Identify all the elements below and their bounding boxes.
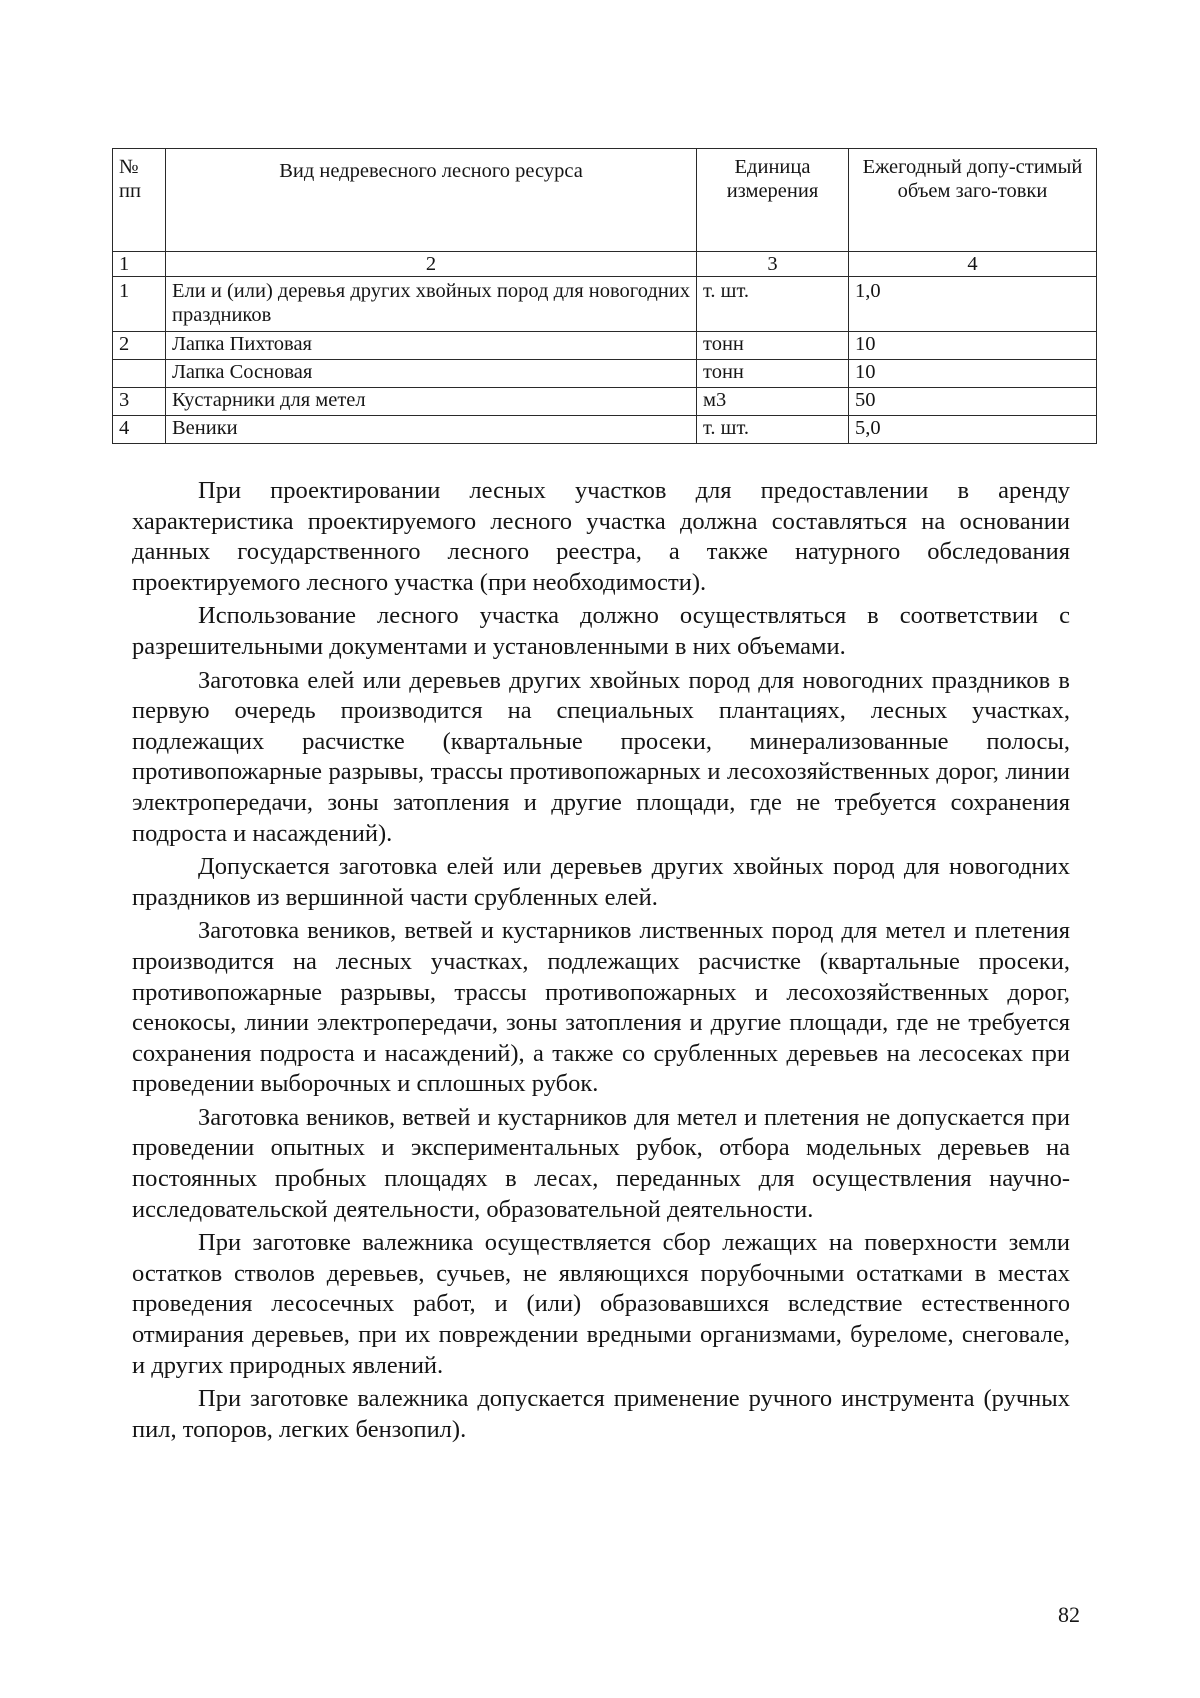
row-name: Веники	[166, 416, 697, 444]
row-unit: т. шт.	[697, 277, 849, 332]
row-unit: тонн	[697, 360, 849, 388]
resources-table	[112, 148, 1097, 444]
row-unit: м3	[697, 388, 849, 416]
paragraph: Заготовка веников, ветвей и кустарников для метел и плетения не допускается при проведении опытных и экспериментальных рубок, отбора модельных деревьев на постоянных пробных площадях в лесах, переданных для осуществления научно-исследовательской деятельности, образовательной деятельности.	[132, 1103, 1070, 1223]
row-volume: 50	[849, 388, 1097, 416]
header-num: № пп	[113, 149, 166, 252]
paragraph: При проектировании лесных участков для предоставлении в аренду характеристика проектируемого лесного участка должна составляться на основании данных государственного лесного реестра, а также натурного обследования проектируемого лесного участка (при необходимости).	[132, 477, 1070, 596]
row-name: Ели и (или) деревья других хвойных пород для новогодних праздников	[166, 277, 697, 332]
table-row	[113, 332, 1097, 360]
page-number: 82	[1058, 1602, 1080, 1627]
row-num: 1	[113, 277, 166, 332]
body-text	[132, 476, 1070, 1448]
header-name: Вид недревесного лесного ресурса	[166, 149, 697, 252]
header-unit: Единица измерения	[697, 149, 849, 252]
row-volume: 5,0	[849, 416, 1097, 444]
row-name: Кустарники для метел	[166, 388, 697, 416]
row-volume: 1,0	[849, 277, 1097, 332]
paragraph: При заготовке валежника осуществляется сбор лежащих на поверхности земли остатков стволов деревьев, сучьев, не являющихся порубочными остатками в местах проведения лесосечных работ, и (или) образовавшихся вследствие естественного отмирания деревьев, при их повреждении вредными организмами, буреломе, снеговале, и других природных явлений.	[132, 1229, 1070, 1379]
index-cell: 2	[166, 252, 697, 277]
row-num: 3	[113, 388, 166, 416]
table-row	[113, 416, 1097, 444]
paragraph: При заготовке валежника допускается применение ручного инструмента (ручных пил, топоров, легких бензопил).	[132, 1385, 1070, 1443]
row-num: 2	[113, 332, 166, 360]
row-unit: тонн	[697, 332, 849, 360]
row-name: Лапка Пихтовая	[166, 332, 697, 360]
paragraph: Заготовка елей или деревьев других хвойных пород для новогодних праздников в первую очередь производится на специальных плантациях, лесных участках, подлежащих расчистке (квартальные просеки, минерализованные полосы, противопожарные разрывы, трассы противопожарных и лесохозяйственных дорог, линии электропередачи, зоны затопления и другие площади, где не требуется сохранения подроста и насаждений).	[132, 666, 1070, 847]
table-row	[113, 360, 1097, 388]
paragraph: Допускается заготовка елей или деревьев других хвойных пород для новогодних праздников из вершинной части срубленных елей.	[132, 853, 1070, 911]
index-cell: 1	[113, 252, 166, 277]
row-volume: 10	[849, 360, 1097, 388]
row-volume: 10	[849, 332, 1097, 360]
table-row	[113, 277, 1097, 332]
row-num	[113, 360, 166, 388]
index-cell: 4	[849, 252, 1097, 277]
row-unit: т. шт.	[697, 416, 849, 444]
row-num: 4	[113, 416, 166, 444]
table-row	[113, 388, 1097, 416]
row-name: Лапка Сосновая	[166, 360, 697, 388]
index-cell: 3	[697, 252, 849, 277]
header-volume: Ежегодный допу-стимый объем заго-товки	[849, 149, 1097, 252]
table-header-row	[113, 149, 1097, 252]
paragraph: Использование лесного участка должно осуществляться в соответствии с разрешительными документами и установленными в них объемами.	[132, 602, 1070, 660]
paragraph: Заготовка веников, ветвей и кустарников лиственных пород для метел и плетения производится на лесных участках, подлежащих расчистке (квартальные просеки, противопожарные разрывы, трассы противопожарных и лесохозяйственных дорог, сенокосы, линии электропередачи, зоны затопления и другие площади, где не требуется сохранения подроста и насаждений), а также со срубленных деревьев на лесосеках при проведении выборочных и сплошных рубок.	[132, 917, 1070, 1098]
table-index-row	[113, 252, 1097, 277]
